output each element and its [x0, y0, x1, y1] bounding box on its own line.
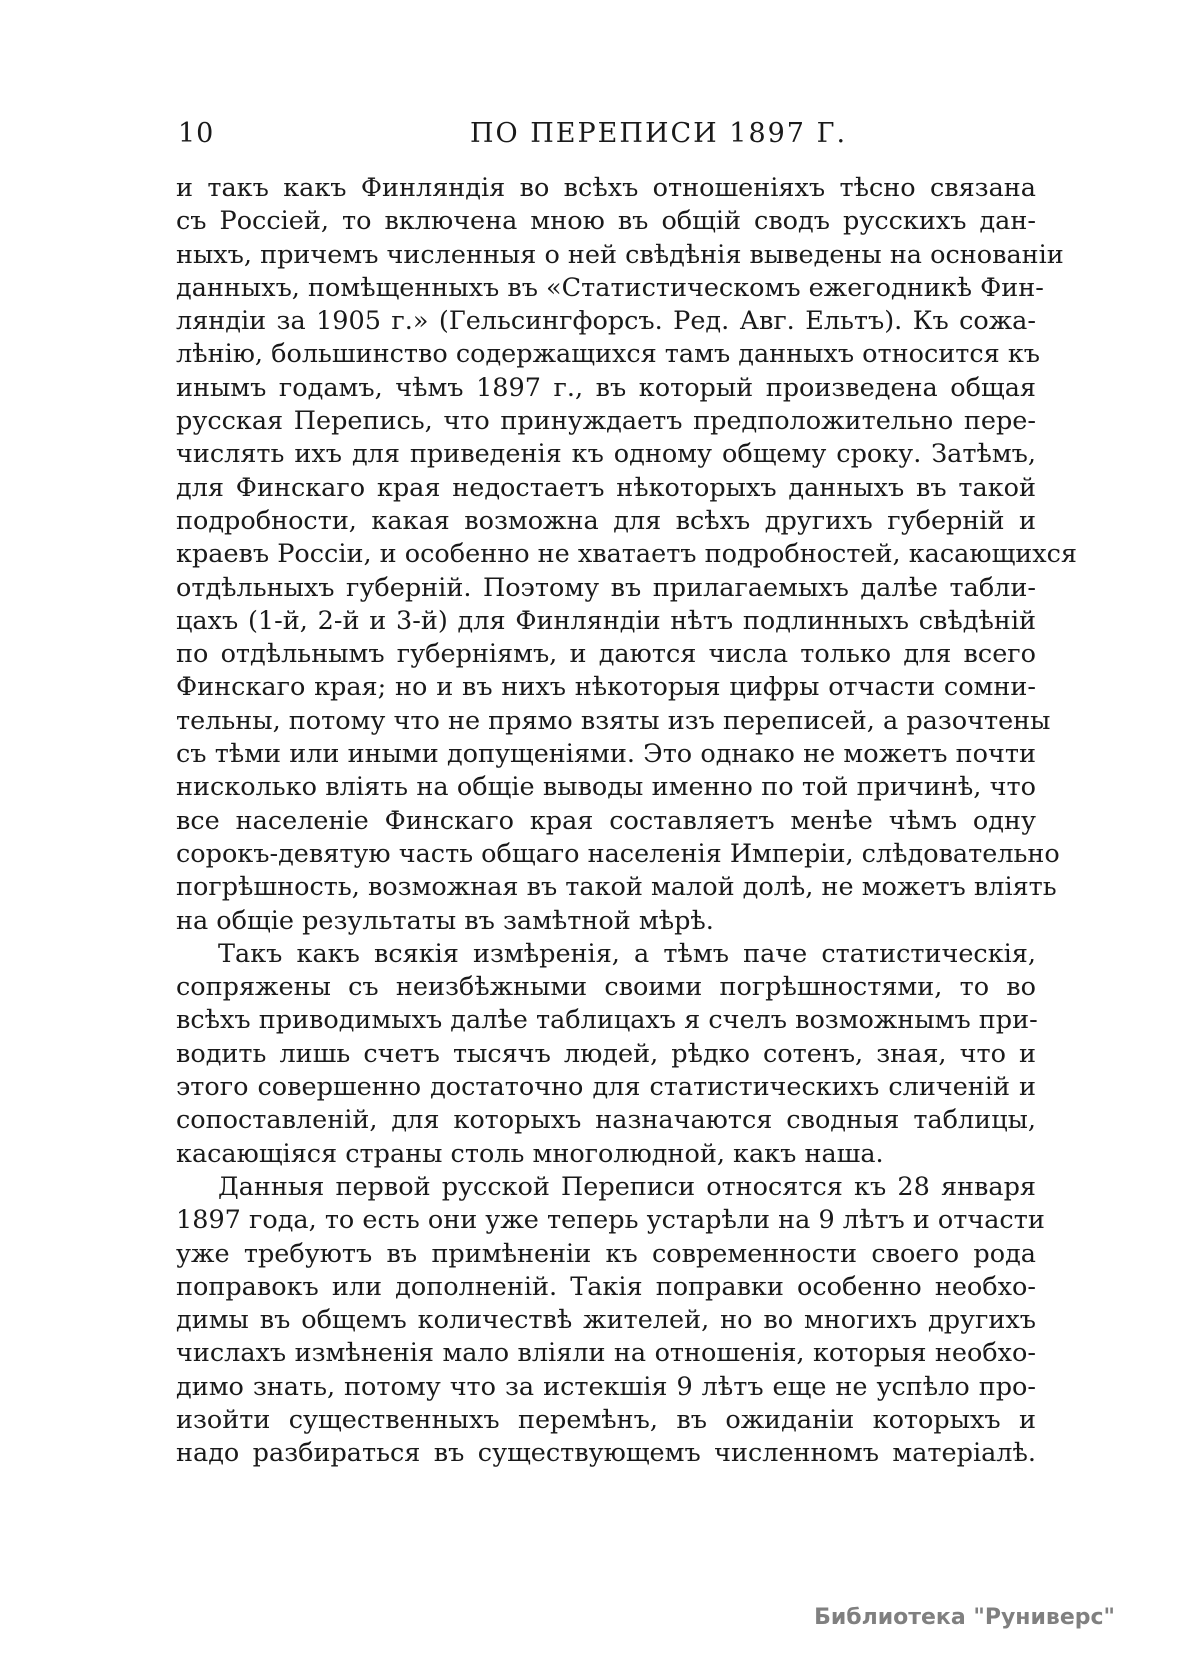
- library-watermark: Библиотека "Руниверс": [814, 1605, 1115, 1630]
- text-line: отдѣльныхъ губерній. Поэтому въ прилагаемыхъ далѣе табли-: [176, 572, 1036, 603]
- text-line: краевъ Россіи, и особенно не хватаетъ подробностей, касающихся: [176, 539, 1078, 570]
- text-line: тельны, потому что не прямо взяты изъ переписей, а разочтены: [176, 705, 1051, 736]
- text-line: сопряжены съ неизбѣжными своими погрѣшностями, то во: [176, 972, 1036, 1003]
- text-line: подробности, какая возможна для всѣхъ другихъ губерній и: [176, 505, 1036, 536]
- paragraph-3: [176, 1171, 1045, 1471]
- text-line: касающіяся страны столь многолюдной, какъ наша.: [176, 1138, 884, 1169]
- text-line: этого совершенно достаточно для статистическихъ сличеній и: [176, 1072, 1036, 1103]
- paragraph-2: [176, 938, 1036, 1171]
- text-line: цахъ (1-й, 2-й и 3-й) для Финляндіи нѣтъ подлинныхъ свѣдѣній: [176, 605, 1036, 636]
- text-line: погрѣшность, возможная въ такой малой долѣ, не можетъ вліять: [176, 872, 1057, 903]
- text-line: все населеніе Финскаго края составляетъ менѣе чѣмъ одну: [176, 805, 1036, 836]
- running-head: ПО ПЕРЕПИСИ 1897 Г.: [470, 118, 848, 149]
- text-line: 1897 года, то есть они уже теперь устарѣли на 9 лѣтъ и отчасти: [176, 1205, 1045, 1236]
- body-text: [176, 172, 1078, 1471]
- paragraph-1: [176, 172, 1078, 938]
- text-line: водить лишь счетъ тысячъ людей, рѣдко сотенъ, зная, что и: [176, 1038, 1036, 1069]
- text-line: ныхъ, причемъ численныя о ней свѣдѣнія выведены на основаніи: [176, 239, 1064, 270]
- page-number: 10: [178, 118, 215, 149]
- text-line: на общіе результаты въ замѣтной мѣрѣ.: [176, 905, 714, 936]
- text-line: лѣнію, большинство содержащихся тамъ данныхъ относится къ: [176, 339, 1040, 370]
- text-line: для Финскаго края недостаетъ нѣкоторыхъ данныхъ въ такой: [176, 472, 1036, 503]
- text-line: нисколько вліять на общіе выводы именно по той причинѣ, что: [176, 772, 1036, 803]
- text-line: Такъ какъ всякія измѣренія, а тѣмъ паче статистическія,: [218, 938, 1036, 969]
- text-line: поправокъ или дополненій. Такія поправки особенно необхо-: [176, 1271, 1036, 1302]
- text-line: русская Перепись, что принуждаетъ предположительно пере-: [176, 406, 1036, 437]
- text-line: уже требуютъ въ примѣненіи къ современности своего рода: [176, 1238, 1036, 1269]
- text-line: съ тѣми или иными допущеніями. Это однако не можетъ почти: [176, 739, 1036, 770]
- text-line: изойти существенныхъ перемѣнъ, въ ожиданіи которыхъ и: [176, 1404, 1036, 1435]
- text-line: и такъ какъ Финляндія во всѣхъ отношеніяхъ тѣсно связана: [176, 173, 1036, 203]
- text-line: Финскаго края; но и въ нихъ нѣкоторыя цифры отчасти сомни-: [176, 672, 1036, 703]
- text-line: димо знать, потому что за истекшія 9 лѣтъ еще не успѣло про-: [176, 1371, 1036, 1402]
- text-line: Данныя первой русской Переписи относятся къ 28 января: [218, 1171, 1036, 1202]
- text-line: сопоставленій, для которыхъ назначаются сводныя таблицы,: [176, 1105, 1036, 1136]
- text-line: по отдѣльнымъ губерніямъ, и даются числа только для всего: [176, 639, 1036, 670]
- text-line: съ Россіей, то включена мною въ общій сводъ русскихъ дан-: [176, 206, 1036, 237]
- text-line: данныхъ, помѣщенныхъ въ «Статистическомъ ежегодникѣ Фин-: [176, 272, 1044, 303]
- text-line: числахъ измѣненія мало вліяли на отношенія, которыя необхо-: [176, 1338, 1036, 1369]
- text-line: всѣхъ приводимыхъ далѣе таблицахъ я счелъ возможнымъ при-: [176, 1005, 1038, 1036]
- text-line: инымъ годамъ, чѣмъ 1897 г., въ который произведена общая: [176, 372, 1036, 403]
- text-line: димы въ общемъ количествѣ жителей, но во многихъ другихъ: [176, 1305, 1036, 1336]
- text-line: числять ихъ для приведенія къ одному общему сроку. Затѣмъ,: [176, 439, 1036, 470]
- text-line: сорокъ-девятую часть общаго населенія Имперіи, слѣдовательно: [176, 838, 1060, 869]
- text-line: ляндіи за 1905 г.» (Гельсингфорсъ. Ред. Авг. Ельтъ). Къ сожа-: [176, 306, 1036, 337]
- text-line: надо разбираться въ существующемъ численномъ матеріалѣ.: [176, 1438, 1036, 1469]
